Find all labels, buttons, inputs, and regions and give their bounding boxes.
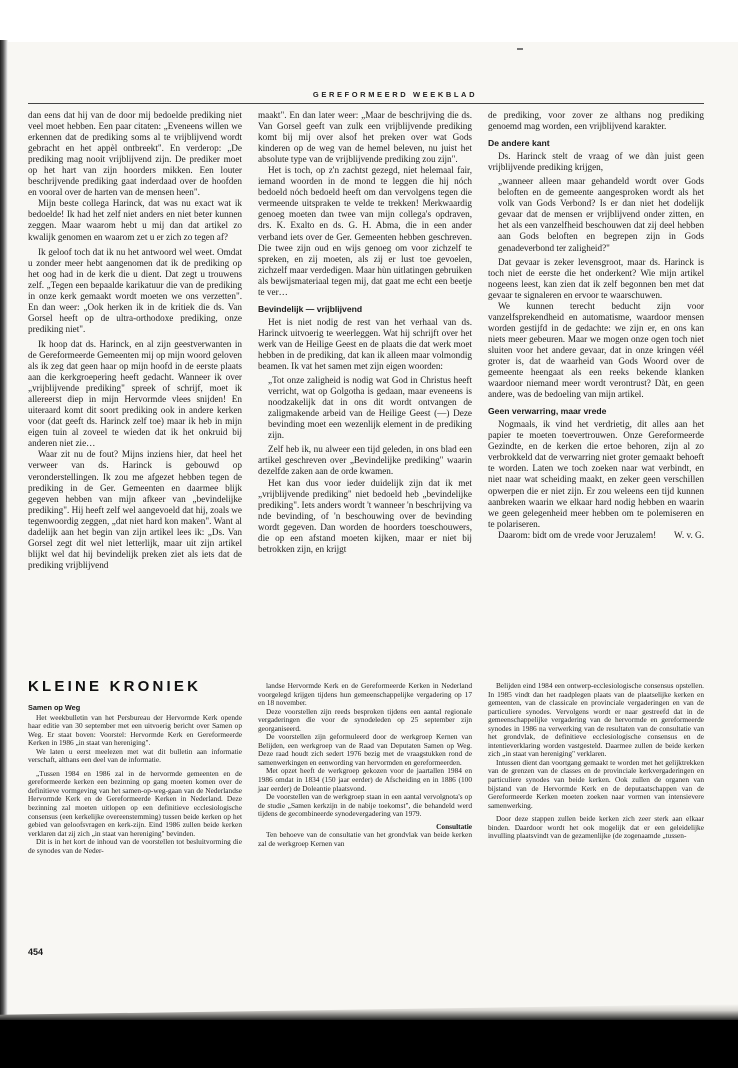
section-heading: Geen verwarring, maar vrede: [488, 406, 607, 417]
section-heading: De andere kant: [488, 138, 550, 149]
paragraph: Ik geloof toch dat ik nu het antwoord wel weet. Omdat u zonder meer hebt aangenomen dat ik de prediking op het oog had in de kerk die u dient. Dat zegt u trouwens zelf. „Tegen een bepaalde karikatuur die van de prediking in onze kerk gemaakt wordt moeten we ons verzetten". En dan weer: „Ook herken ik in de kritiek die ds. Van Gorsel heeft op de ultra-orthodoxe prediking, onze prediking niet".: [28, 246, 242, 334]
block-quote: „wanneer alleen maar gehandeld wordt over Gods beloften en de gemeente aangesproken wordt als het volk van Gods Verbond? Is er dan niet het dodelijk gevaar dat de mensen er vrijblijvend onder zitten, en het als een vanzelfheid beschouwen dat zij deel hebben aan Gods beloften en begrepen zijn in Gods genadeverbond ter zaligheid?": [498, 176, 704, 253]
kroniek-subheading: Samen op Weg: [28, 703, 81, 712]
paragraph: maakt". En dan later weer: „Maar de beschrijving die ds. Van Gorsel geeft van zulk een vrijblijvende prediking komt bij mij over alsof het preken over wat Gods kinderen op de weg van de hemel beleven, nu juist het absolute type van de vrijblijvende prediking zou zijn".: [258, 110, 472, 165]
paragraph: We laten u eerst meelezen met wat dit bulletin aan informatie verschaft, althans een deel van de informatie.: [28, 746, 242, 765]
paragraph: Dat gevaar is zeker levensgroot, maar ds. Harinck is toch niet de eerste die het onderkent? Wie mijn artikel nogeens leest, kan zien dat ik zelf begonnen ben met dat gevaar te signaleren en ervoor te waarschuwen.: [488, 256, 704, 300]
paragraph: Waar zit nu de fout? Mijns inziens hier, dat heel het verweer van ds. Harinck is gebouwd op veronderstellingen. Ik zou me afgezet hebben tegen de prediking in de Ger. Gemeenten en daarmee blijk gegeven hebben van mijn afkeer van „bevindelijke prediking". Hij heeft zelf wel aangevoeld dat hij, zoals we tegenwoordig zeggen, „dat niet hard kon maken". Want al dadelijk aan het begin van zijn artikel lees ik: „Ds. Van Gorsel zegt dit wel niet letterlijk, maar uit zijn artikel blijkt wel dat hij bevindelijk preken ziet als iets dat de prediking vrijblijvend: [28, 449, 242, 570]
paragraph: landse Hervormde Kerk en de Gereformeerde Kerken in Nederland voorgelegd krijgen tijdens hun gemeenschappelijke vergadering op 17 en 18 november.: [258, 681, 472, 708]
kroniek-subheading: Consultatie: [436, 821, 472, 831]
paragraph: We kunnen terecht beducht zijn voor vanzelfsprekendheid en automatisme, waardoor mensen worden gestijfd in de gedachte: we zijn er, en ons kan niets meer gebeuren. Maar we mogen onze ogen toch niet sluiten voor het andere gevaar, dat in onze kringen véél groter is, dat de waarheid van Gods Woord over de gemeente heengaat als een reeks bekende klanken waardoor niemand meer wordt verontrust? Dàt, en geen andere, was de bedoeling van mijn artikel.: [488, 300, 704, 400]
paragraph: De voorstellen zijn geformuleerd door de werkgroep Kernen van Belijden, een werkgroep van de Raad van Deputaten Samen op Weg. Deze raad houdt zich sedert 1976 bezig met de vraagstukken rond de samenwerkingen en eenwording van hervormden en gereformeerden.: [258, 732, 472, 767]
header-rule: [28, 103, 704, 104]
scan-margin-top: [0, 0, 738, 42]
paragraph: Belijden eind 1984 een ontwerp-ecclesiologische consensus opstellen. In 1985 vindt dan het raadplegen plaats van de plaatselijke kerken en gemeenten, van de classicale en provinciale vergaderingen en van de particuliere synodes. Vervolgens wordt er naar gestreefd dat in de gemeenschappelijke vergadering van de hervormde en gereformeerde synodes in 1986 na verwerking van de resultaten van de consultatie van het grondvlak, de definitieve ecclesiologische consensus en de intentieverklaring worden vastgesteld. Daarmee zullen de beide kerken zich „in staat van hereniging" verklaren.: [488, 681, 704, 759]
paragraph: „Tussen 1984 en 1986 zal in de hervormde gemeenten en de gereformeerde kerken een bezinning op gang moeten komen over de definitieve vormgeving van het samen-op-weg-gaan van de Nederlandse Hervormde Kerk en de Gereformeerde Kerken in Nederland. Deze bezinning zal moeten uitlopen op een definitieve ecclesiologische consensus (een kerkelijke overeenstemming) tussen beide kerken op het gebied van geloofsvragen en kerk-zijn. Eind 1986 zullen beide kerken verklaren dat zij zich „in staat van hereniging" bevinden.: [28, 768, 242, 838]
kroniek-column-2: [258, 682, 472, 848]
paragraph: Mijn beste collega Harinck, dat was nu exact wat ik bedoelde! Ik had het zelf niet anders en niet beter kunnen zeggen. Maar waarom hebt u mij dan dat artikel zo kwalijk genomen en waarom zet u er zich zo tegen af?: [28, 198, 242, 242]
block-quote: „Tot onze zaligheid is nodig wat God in Christus heeft verricht, wat op Golgotha is gedaan, maar eveneens is noodzakelijk dat in ons dit wordt ontvangen de zaligmakende arbeid van de Heilige Geest (—) Deze bevinding moet een wezenlijk element in de prediking zijn.: [268, 375, 472, 441]
paragraph: Zelf heb ik, nu alweer een tijd geleden, in ons blad een artikel geschreven over „Bevindelijke prediking" waarin dezelfde zaken aan de orde kwamen.: [258, 444, 472, 477]
paragraph: Ds. Harinck stelt de vraag of we dàn juist geen vrijblijvende prediking krijgen,: [488, 151, 704, 173]
article-column-2: [258, 110, 472, 555]
paragraph: Het is toch, op z'n zachtst gezegd, niet helemaal fair, iemand woorden in de mond te leggen die hij nóch bedoeld nóch bedoeld heeft om dan vervolgens tegen die vermeende uitspraken te velde te trekken! Merkwaardig genoeg moeten dan twee van mijn collega's opdraven, drs. K. Exalto en ds. G. H. Abma, die in een ander verband iets over de Ger. Gemeenten hebben geschreven. Die twee zijn oud en wijs genoeg om voor zichzelf te spreken, en zij moeten, als zij er lust toe gevoelen, zichzelf maar verdedigen. Maar hùn uitlatingen gebruiken als bewijsmateriaal tegen mij, dat gaat me echt een beetje te ver…: [258, 165, 472, 297]
paragraph: dan eens dat hij van de door mij bedoelde prediking niet veel moet hebben. Een paar citaten: „Eveneens willen we erkennen dat de prediking soms al te vrijblijvend wordt gebracht en het appèl ontbreekt". En verderop: „De prediking mag nooit vrijblijvend zijn. De prediker moet op het hart van zijn hoorders mikken. Een louter beschrijvende prediking gaat inderdaad over de hoofden en vooral over de harten van de mensen heen".: [28, 110, 242, 198]
paragraph: Het is niet nodig de rest van het verhaal van ds. Harinck uitvoerig te weerleggen. Wat hij schrijft over het werk van de Heilige Geest en de plaats die dat werk moet hebben in de prediking, dat kan ik alleen maar volmondig beamen. Ik vat het samen met zijn eigen woorden:: [258, 316, 472, 372]
paragraph: Intussen dient dan voortgang gemaakt te worden met het gelijktrekken van de grenzen van de classes en de provinciale kerkvergaderingen en particuliere synodes van beide kerken. Ook zullen de organen van bijstand van de Hervormde Kerk en de deputaatschappen van de Gereformeerde Kerken moeten zoeken naar vormen van intensievere samenwerking.: [488, 757, 704, 810]
paragraph: Nogmaals, ik vind het verdrietig, dit alles aan het papier te moeten toevertrouwen. Onze Gereformeerde Gezindte, en de kerken die ertoe behoren, zijn al zo verbrokkeld dat de verwarring niet groter gemaakt behoeft te worden. Laten we toch zoeken naar wat verbindt, en niet naar wat scheiding maakt, en zeker geen verschillen opwerpen die er niet zijn. Er zou weleens een tijd kunnen aanbreken waarin we elkaar hard nodig hebben en waarin we geen gelegenheid meer hebben om te polemiseren en te polariseren.: [488, 419, 704, 529]
paragraph: Het kan dus voor ieder duidelijk zijn dat ik met „vrijblijvende prediking" niet bedoeld heb „bevindelijke prediking". Iets anders wordt 't wanneer 'n beschrijving va nde bevinding, of 'n beschouwing over de bevinding wordt gegeven. Dan worden de hoorders toeschouwers, die op een afstand moeten kijken, maar er niet bij betrokken zijn, en krijgt: [258, 477, 472, 554]
paragraph: Ik hoop dat ds. Harinck, en al zijn geestverwanten in de Gereformeerde Gemeenten mij op mijn woord geloven als ik zeg dat geen haar op mijn hoofd in de eerste plaats aan die kerkgroepering heeft gedacht. Wanneer ik over „vrijblijvende prediking" spreek of schrijf, moet ik allereerst diep in mijn Hervormde vlees snijden! En uiteraard komt dit soort prediking ook in andere kerken voor (dat geeft ds. Harinck zelf toe) maar ik heb in mijn eigen tuin al zoveel te wieden dat ik het onkruid bij anderen niet zie…: [28, 338, 242, 449]
masthead: GEREFORMEERD WEEKBLAD: [312, 90, 478, 99]
paragraph: Door deze stappen zullen beide kerken zich zeer sterk aan elkaar binden. Daardoor wordt het ook mogelijk dat er een geleidelijke invulling plaatsvindt van de gezamenlijke (de zogenaamde „tussen-: [488, 814, 704, 841]
paragraph: De voorstellen van de werkgroep staan in een aantal vervolgnota's op de studie „Samen kerkzijn in de nabije toekomst", die behandeld werd tijdens de gecombineerde synodevergadering van 1979.: [258, 792, 472, 819]
article-column-1: [28, 110, 242, 571]
author-signature: W. v. G.: [674, 529, 704, 540]
page-shadow-left: [0, 40, 8, 1040]
kroniek-column-3: [488, 682, 704, 841]
paragraph: Met opzet heeft de werkgroep gekozen voor de jaartallen 1984 en 1986 omdat in 1834 (150 jaar eerder) de Afscheiding en in 1886 (100 jaar eerder) de Doleantie plaatsvond.: [258, 766, 472, 793]
print-mark: [517, 48, 523, 50]
paragraph: Het weekbulletin van het Persbureau der Hervormde Kerk opende haar editie van 30 september met een uitvoerig bericht over Samen op Weg. Er staat boven: Voorstel: Hervormde Kerk en Gereformeerde Kerken in 1986 „in staat van hereniging".: [28, 712, 242, 748]
kroniek-title: KLEINE KRONIEK: [28, 678, 202, 695]
page-number: 454: [28, 947, 44, 957]
scan-border-bottom: [0, 1020, 738, 1068]
kroniek-column-1: [28, 704, 242, 855]
paragraph: Daarom: bidt om de vrede voor Jeruzalem!: [498, 529, 657, 540]
article-column-3: [488, 110, 704, 541]
paragraph: Ten behoeve van de consultatie van het grondvlak van beide kerken zal de werkgroep Kernen van: [258, 830, 472, 848]
paragraph: de prediking, voor zover ze althans nog prediking genoemd mag worden, een vrijblijvend karakter.: [488, 110, 704, 132]
section-heading: Bevindelijk — vrijblijvend: [258, 303, 363, 314]
paragraph: Deze voorstellen zijn reeds besproken tijdens een aantal regionale vergaderingen die voor de synodeleden op 25 september zijn georganiseerd.: [258, 706, 472, 733]
paragraph: Dit is in het kort de inhoud van de voorstellen tot besluitvorming die de synodes van de Neder-: [28, 837, 242, 855]
